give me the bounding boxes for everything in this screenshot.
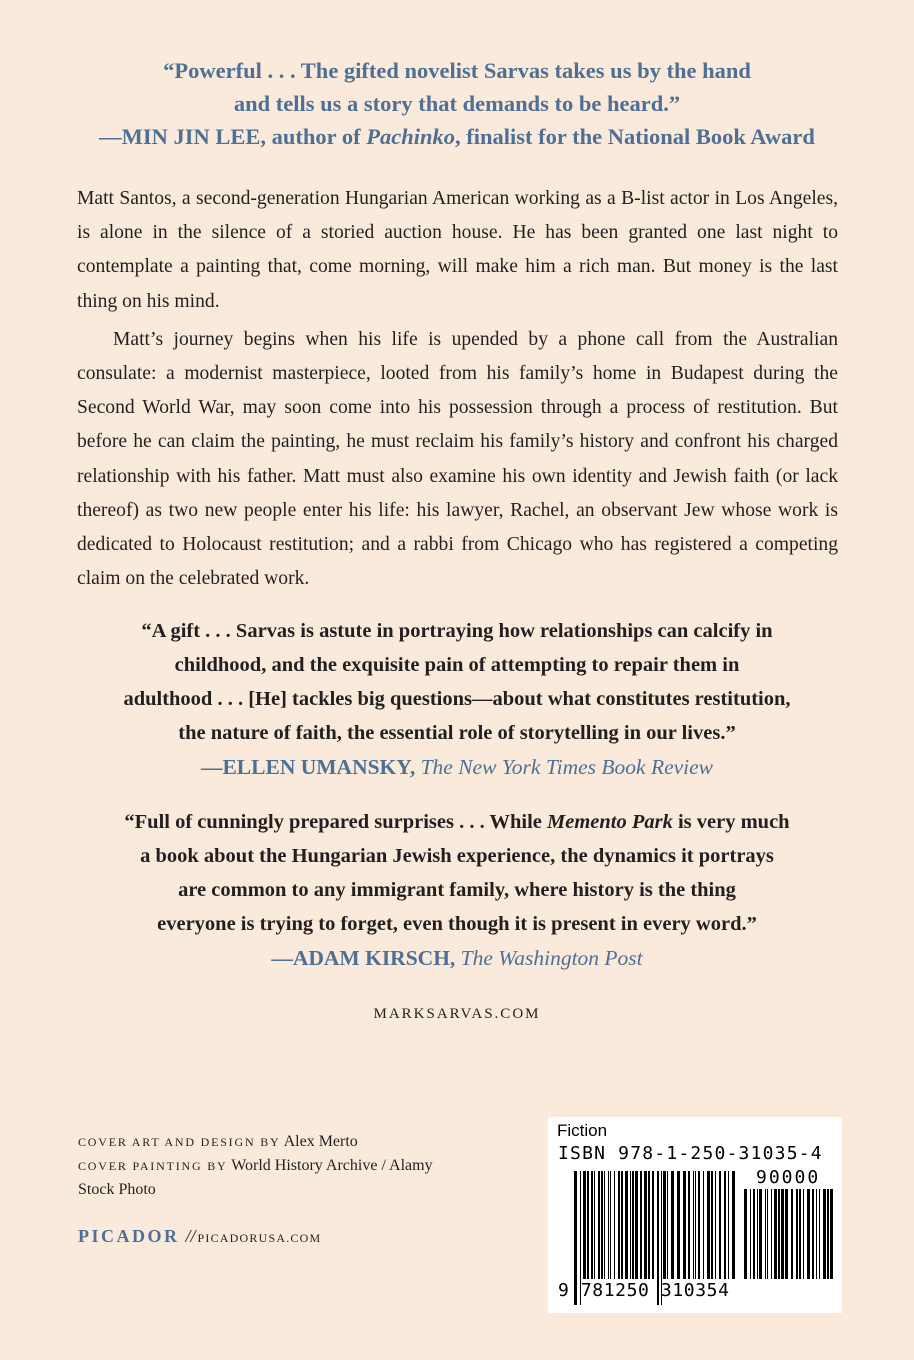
- cover-credits: [78, 1130, 508, 1202]
- barcode-bar: [604, 1171, 605, 1279]
- barcode-bar: [799, 1189, 801, 1279]
- publisher-name: PICADOR: [78, 1226, 180, 1246]
- barcode-bar: [711, 1171, 713, 1279]
- barcode-bar: [671, 1171, 674, 1279]
- review-umansky: [60, 614, 854, 784]
- review2-line-2: a book about the Hungarian Jewish experience, the dynamics it portrays: [140, 845, 774, 867]
- review1-attr-source: The New York Times Book Review: [420, 755, 714, 779]
- review1-line-4: the nature of faith, the essential role of storytelling in our lives.”: [178, 722, 736, 744]
- barcode-bar: [598, 1171, 600, 1279]
- barcode-bar: [771, 1189, 772, 1279]
- description-paragraph-2: Matt’s journey begins when his life is upended by a phone call from the Australian consulate: a modernist masterpiece, looted from his family’s home in Budapest during the Second World War, may soon come into his possession through a process of restitution. But before he can claim the painting, he must reclaim his family’s history and confront his charged relationship with his father. Matt must also examine his own identity and Jewish faith (or lack thereof) as two new people enter his life: his lawyer, Rachel, an observant Jew whose work is dedicated to Holocaust restitution; and a rabbi from Chicago who has registered a competing claim on the celebrated work.: [77, 328, 838, 590]
- barcode-bar: [796, 1189, 798, 1279]
- publisher-separator: //: [185, 1226, 196, 1246]
- cover-painting-label: COVER PAINTING BY: [78, 1159, 228, 1173]
- barcode-bar: [732, 1171, 735, 1279]
- barcode-bar: [765, 1189, 766, 1279]
- review-kirsch: [60, 805, 854, 975]
- barcode-bar: [601, 1171, 603, 1279]
- review1-attr-name: —ELLEN UMANSKY,: [200, 755, 421, 779]
- barcode-bar: [767, 1189, 768, 1279]
- top-blurb-attribution: [60, 120, 854, 153]
- review2-attr-source: The Washington Post: [460, 946, 643, 970]
- barcode-genre: Fiction: [557, 1121, 608, 1140]
- barcode-bar: [827, 1189, 829, 1279]
- top-blurb: [60, 54, 854, 153]
- review1-attribution: [60, 750, 854, 784]
- review2-line-1a: “Full of cunningly prepared surprises . . . While: [124, 811, 547, 833]
- barcode-bar: [753, 1189, 755, 1279]
- barcode-bar: [774, 1189, 777, 1279]
- publisher-line: [78, 1226, 321, 1247]
- barcode-bar: [778, 1189, 780, 1279]
- barcode-panel: [548, 1117, 842, 1313]
- barcode-isbn: ISBN 978-1-250-31035-4: [558, 1143, 823, 1164]
- barcode-bar: [663, 1171, 666, 1279]
- barcode-bar: [759, 1189, 762, 1279]
- review2-line-1: [60, 805, 854, 839]
- barcode-bar: [621, 1171, 623, 1279]
- barcode-bar: [632, 1171, 634, 1279]
- barcode-bar: [618, 1171, 620, 1279]
- barcode-bar: [591, 1171, 593, 1279]
- barcode-bar: [803, 1189, 804, 1279]
- barcode-bar: [750, 1189, 751, 1279]
- cover-painting-credit: [78, 1154, 508, 1178]
- review1-line-3: adulthood . . . [He] tackles big questions—about what constitutes restitution,: [123, 688, 791, 710]
- barcode-bar: [683, 1171, 686, 1279]
- barcode-bar: [830, 1189, 833, 1279]
- review2-line-3: are common to any immigrant family, where history is the thing: [178, 879, 736, 901]
- barcode-bar: [693, 1171, 694, 1279]
- description-paragraph-1: Matt Santos, a second-generation Hungarian American working as a B-list actor in Los Angeles, is alone in the silence of a storied auction house. He has been granted one last night to contemplate a painting that, come morning, will make him a rich man. But money is the last thing on his mind.: [77, 188, 838, 312]
- barcode-bar: [698, 1171, 700, 1279]
- barcode-bar: [635, 1171, 638, 1279]
- cover-art-label: COVER ART AND DESIGN BY: [78, 1135, 281, 1149]
- barcode-bar: [688, 1171, 690, 1279]
- barcode-bar: [652, 1171, 654, 1279]
- cover-art-credit: [78, 1130, 508, 1154]
- barcode-bar: [644, 1171, 647, 1279]
- barcode-bar: [640, 1171, 642, 1279]
- review2-book-title: Memento Park: [547, 811, 673, 833]
- barcode-bar: [707, 1171, 710, 1279]
- barcode-bar: [667, 1171, 668, 1279]
- cover-painting-credit-cont: Stock Photo: [78, 1181, 156, 1198]
- cover-painting-name: World History Archive / Alamy: [227, 1157, 433, 1174]
- barcode-bar: [724, 1171, 726, 1279]
- review1-line-1: “A gift . . . Sarvas is astute in portraying how relationships can calcify in: [141, 620, 773, 642]
- barcode-bar: [608, 1171, 609, 1279]
- barcode-bar: [757, 1189, 758, 1279]
- barcode-bars-addon: [744, 1189, 834, 1305]
- barcode-bar: [785, 1189, 788, 1279]
- barcode-bar: [594, 1171, 595, 1279]
- barcode-bar: [695, 1171, 696, 1279]
- top-blurb-attr-suffix: , finalist for the National Book Award: [455, 124, 815, 149]
- barcode-bar: [823, 1189, 826, 1279]
- barcode-digits: 9 781250 310354: [558, 1280, 730, 1301]
- review2-line-1b: is very much: [672, 811, 790, 833]
- review1-line-2: childhood, and the exquisite pain of attempting to repair them in: [174, 654, 740, 676]
- review2-attribution: [60, 941, 854, 975]
- barcode-bar: [648, 1171, 650, 1279]
- barcode-bar: [819, 1189, 820, 1279]
- barcode-bar: [816, 1189, 817, 1279]
- author-website: MARKSARVAS.COM: [373, 1006, 541, 1022]
- barcode-bar: [791, 1189, 793, 1279]
- book-description: [77, 182, 838, 596]
- barcode-bar: [728, 1171, 729, 1279]
- barcode-bar: [583, 1171, 586, 1279]
- barcode-bar: [677, 1171, 680, 1279]
- top-blurb-attr-prefix: —MIN JIN LEE, author of: [99, 124, 367, 149]
- barcode-bar: [781, 1189, 784, 1279]
- barcode-bar: [703, 1171, 704, 1279]
- barcode-bar: [625, 1171, 628, 1279]
- review2-line-4: everyone is trying to forget, even though it is present in every word.”: [157, 913, 757, 935]
- barcode-price-code: 90000: [756, 1167, 821, 1188]
- cover-art-name: Alex Merto: [280, 1133, 358, 1150]
- barcode-bar: [587, 1171, 589, 1279]
- top-blurb-attr-title: Pachinko: [366, 124, 456, 149]
- barcode-bar: [812, 1189, 814, 1279]
- barcode-bar: [744, 1189, 747, 1279]
- barcode-bar: [715, 1171, 716, 1279]
- top-blurb-line-1: “Powerful . . . The gifted novelist Sarvas takes us by the hand: [163, 58, 751, 83]
- barcode-bar: [719, 1171, 721, 1279]
- publisher-website: PICADORUSA.COM: [197, 1231, 322, 1245]
- review2-attr-name: —ADAM KIRSCH,: [271, 946, 461, 970]
- top-blurb-line-2: and tells us a story that demands to be heard.”: [233, 91, 681, 116]
- barcode-bar: [614, 1171, 615, 1279]
- barcode-bar: [807, 1189, 810, 1279]
- barcode-bar: [610, 1171, 611, 1279]
- barcode-bar: [630, 1171, 631, 1279]
